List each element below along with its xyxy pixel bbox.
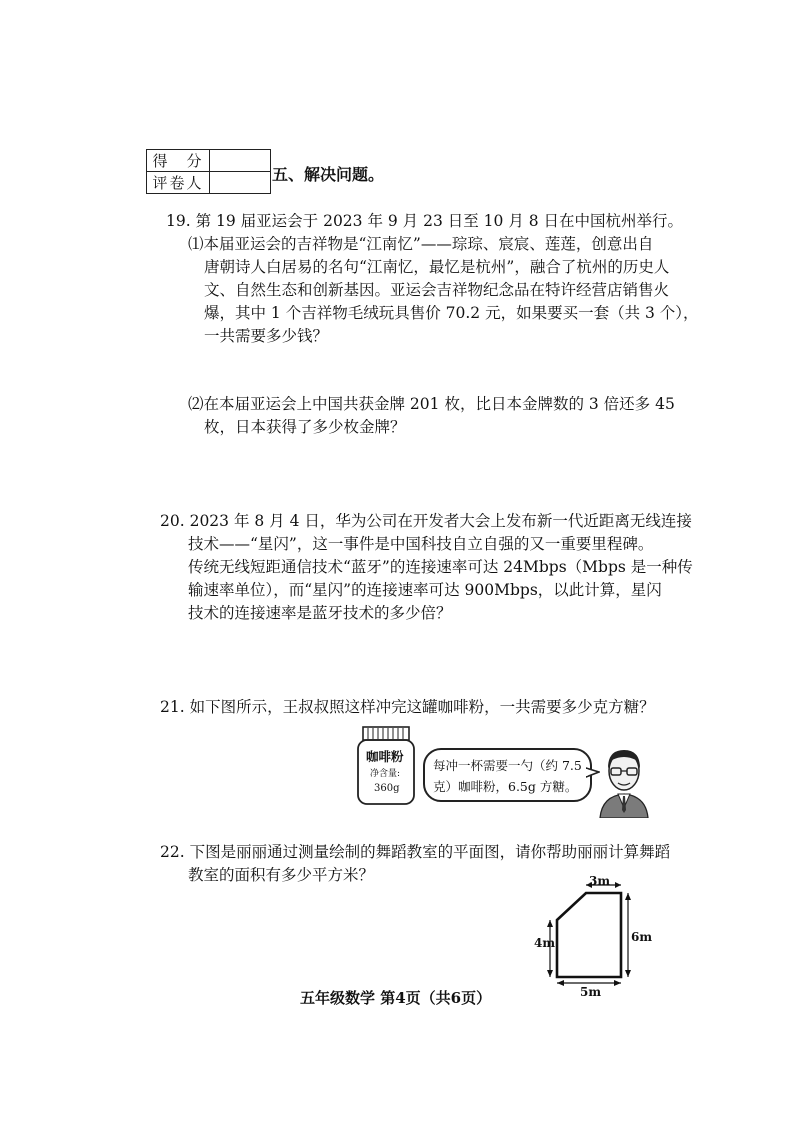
q20-line: 传统无线短距通信技术“蓝牙”的连接速率可达 24Mbps（Mbps 是一种传 xyxy=(188,558,693,576)
score-table xyxy=(146,149,271,194)
speech-bubble xyxy=(423,748,592,802)
jar-label: 咖啡粉 xyxy=(366,749,404,764)
q22-line: 22. 下图是丽丽通过测量绘制的舞蹈教室的平面图，请你帮助丽丽计算舞蹈 xyxy=(160,843,671,861)
q19-part2-line: 枚，日本获得了多少枚金牌？ xyxy=(204,418,406,436)
q20-line: 技术的连接速率是蓝牙技术的多少倍？ xyxy=(188,604,452,622)
q19-part2-line: ⑵在本届亚运会上中国共获金牌 201 枚，比日本金牌数的 3 倍还多 45 xyxy=(188,395,675,413)
dim-left-label: 4m xyxy=(534,936,556,950)
q20-line: 输速率单位），而“星闪”的连接速率可达 900Mbps，以此计算，星闪 xyxy=(188,581,662,599)
q20-line: 技术——“星闪”，这一事件是中国科技自立自强的又一重要里程碑。 xyxy=(188,535,654,553)
dim-right-label: 6m xyxy=(631,930,653,944)
q19-part1-line: 一共需要多少钱？ xyxy=(204,327,329,345)
section-title: 五、解决问题。 xyxy=(272,165,385,184)
page-footer: 五年级数学 第4页（共6页） xyxy=(300,989,492,1007)
q19-intro: 19. 第 19 届亚运会于 2023 年 9 月 23 日至 10 月 8 日在中国杭州举行。 xyxy=(166,212,684,230)
q19-part1-line: 唐朝诗人白居易的名句“江南忆，最忆是杭州”，融合了杭州的历史人 xyxy=(204,258,670,276)
grader-label: 评卷人 xyxy=(147,172,210,194)
bubble-line: 每冲一杯需要一勺（约 7.5 xyxy=(433,758,582,773)
score-field[interactable] xyxy=(210,150,271,172)
q19-part1-line: ⑴本届亚运会的吉祥物是“江南忆”——琮琮、宸宸、莲莲，创意出自 xyxy=(188,235,654,253)
q21-line: 21. 如下图所示，王叔叔照这样冲完这罐咖啡粉，一共需要多少克方糖？ xyxy=(160,698,655,716)
q19-part1-line: 爆，其中 1 个吉祥物毛绒玩具售价 70.2 元，如果要买一套（共 3 个）， xyxy=(204,304,699,322)
score-label: 得 分 xyxy=(147,150,210,172)
jar-net-label: 净含量: xyxy=(370,769,401,779)
q19-part1-line: 文、自然生态和创新基因。亚运会吉祥物纪念品在特许经营店销售火 xyxy=(204,281,670,299)
q20-line: 20. 2023 年 8 月 4 日，华为公司在开发者大会上发布新一代近距离无线连接 xyxy=(160,512,692,530)
man-avatar-icon xyxy=(596,738,652,818)
dim-bottom-label: 5m xyxy=(580,985,602,999)
q22-line: 教室的面积有多少平方米？ xyxy=(188,866,375,884)
grader-field[interactable] xyxy=(210,172,271,194)
bubble-line: 克）咖啡粉，6.5g 方糖。 xyxy=(433,779,578,794)
jar-weight: 360g xyxy=(374,783,400,794)
dim-top-label: 3m xyxy=(589,874,611,888)
